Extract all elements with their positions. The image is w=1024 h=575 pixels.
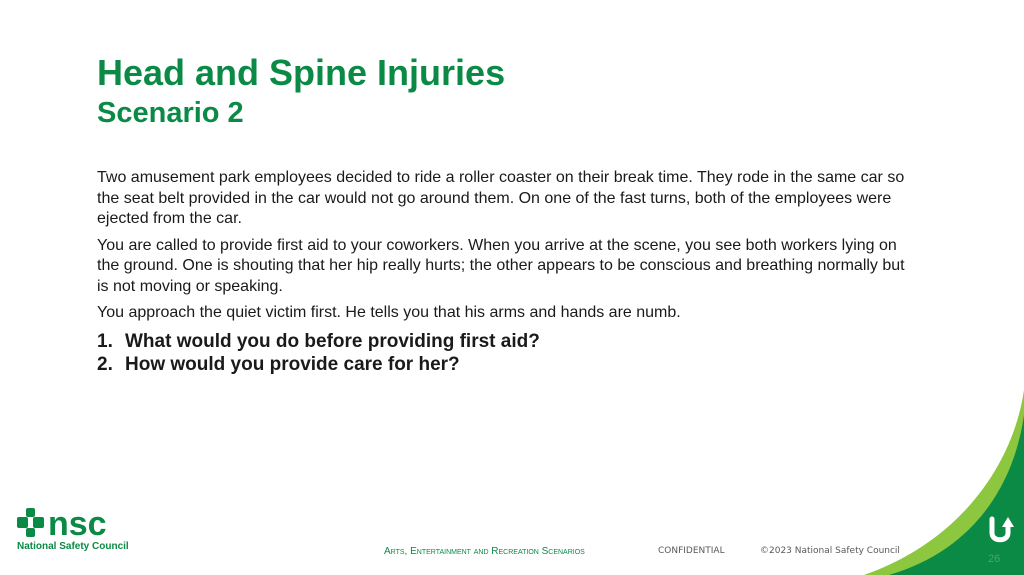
confidential-label: CONFIDENTIAL: [658, 546, 725, 556]
scenario-paragraph: Two amusement park employees decided to ride a roller coaster on their break time. They rode in the same car so the seat belt provided in the car would not go around them. On one of the fast turns, both of the employees were ejected from the car.: [97, 169, 905, 227]
question-list: [97, 330, 917, 376]
slide-subtitle: Scenario 2: [97, 97, 244, 129]
question-item: [97, 330, 917, 353]
logo-wordmark: nsc: [48, 508, 107, 540]
page-number: 26: [988, 553, 1001, 565]
question-number: 1.: [97, 330, 113, 352]
copyright-text: ©2023 National Safety Council: [760, 546, 900, 556]
question-text: How would you provide care for her?: [125, 353, 460, 375]
slide-title: Head and Spine Injuries: [97, 52, 506, 93]
slide-body: [97, 168, 917, 376]
course-title: Arts, Entertainment and Recreation Scenarios: [384, 546, 585, 557]
corner-swoosh-icon: [864, 390, 1024, 575]
scenario-paragraph: You approach the quiet victim first. He tells you that his arms and hands are numb.: [97, 304, 681, 321]
scenario-paragraph: You are called to provide first aid to your coworkers. When you arrive at the scene, you see both workers lying on the ground. One is shouting that her hip really hurts; the other appears to be conscious and breathing normally but is not moving or speaking.: [97, 236, 905, 295]
question-number: 2.: [97, 353, 113, 375]
nsc-cross-logo-icon: [17, 508, 129, 540]
question-text: What would you do before providing first aid?: [125, 330, 540, 352]
logo-text: National Safety Council: [17, 541, 129, 552]
question-item: [97, 353, 917, 376]
